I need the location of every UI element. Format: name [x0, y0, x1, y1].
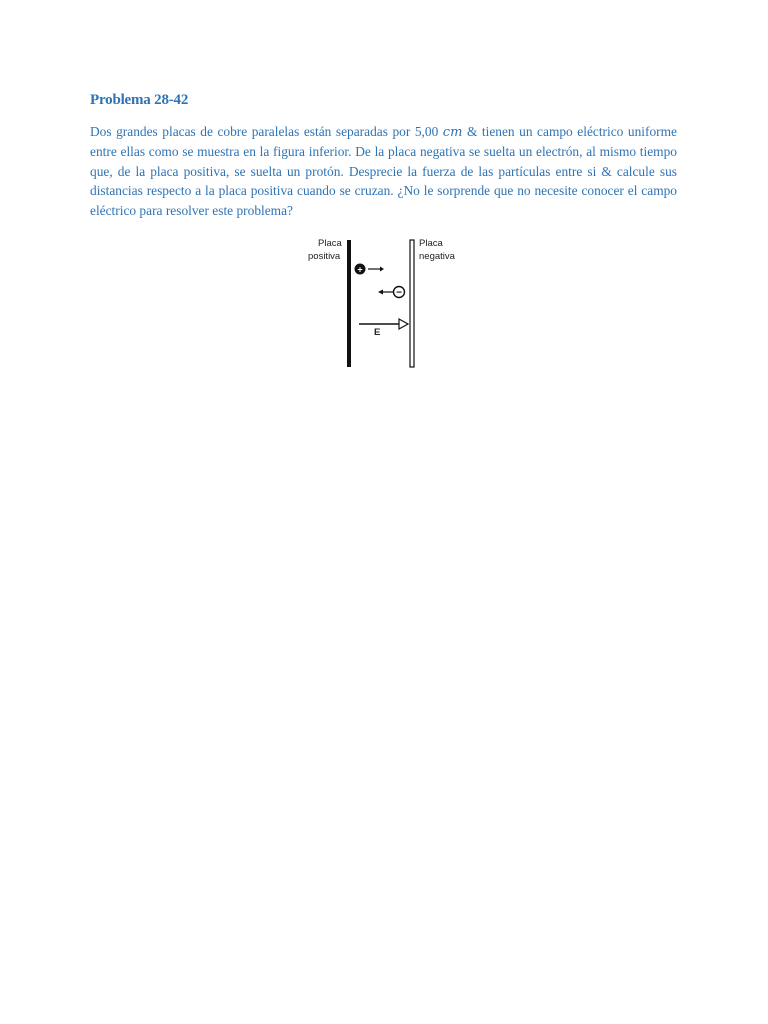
negative-plate-label-line2: negativa	[419, 251, 455, 262]
proton-particle	[355, 264, 366, 275]
problem-text-part2: & tienen un campo eléctrico uniforme entre ellas como se muestra en la figura inferior. De la placa negativa se suelta un electrón, al mismo tiempo que, de la placa positiva, se suelta un protón. Desprecie la fuerza de las partículas entre si & calcule sus distancias respecto a la placa positiva cuando se cruzan. ¿No le sorprende que no necesite conocer el campo eléctrico para resolver este problema?	[90, 124, 677, 218]
problem-text-part1: Dos grandes placas de cobre paralelas están separadas por 5,00	[90, 124, 443, 139]
negative-plate-label-line1: Placa	[419, 238, 443, 249]
proton-symbol: +	[357, 264, 363, 275]
proton-arrow	[368, 267, 384, 272]
problem-title: Problema 28-42	[90, 92, 189, 108]
electric-field-label: E	[374, 327, 381, 338]
parallel-plates-diagram	[304, 230, 466, 370]
problem-statement	[90, 122, 677, 220]
electron-particle	[394, 287, 405, 299]
parallel-plates-figure	[304, 230, 466, 370]
distance-unit: cm	[442, 125, 463, 140]
electric-field-arrow	[359, 319, 408, 329]
electron-arrow	[378, 290, 393, 295]
negative-plate	[410, 240, 414, 367]
positive-plate-label-line1: Placa	[318, 238, 342, 249]
positive-plate	[347, 240, 351, 367]
electron-symbol: −	[396, 287, 402, 299]
positive-plate-label-line2: positiva	[308, 251, 341, 262]
